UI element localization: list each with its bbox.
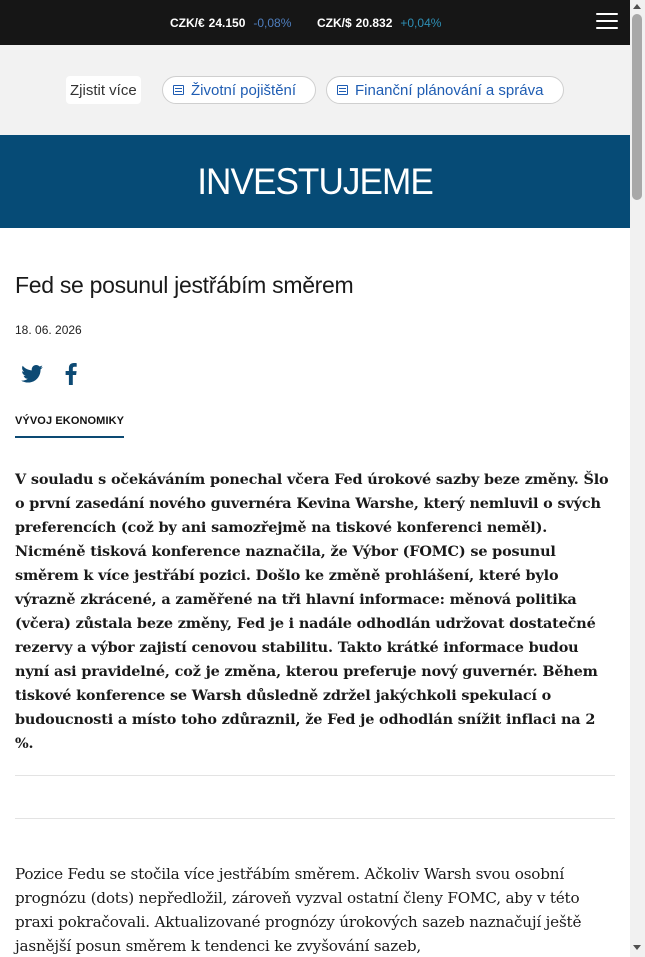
chip-life-insurance-label: Životní pojištění [191, 81, 297, 99]
scrollbar-thumb[interactable] [632, 14, 642, 200]
ticker-czk-eur[interactable] [170, 0, 291, 45]
section-banner[interactable] [0, 135, 630, 228]
chip-financial-planning[interactable] [326, 76, 564, 104]
article-category-link[interactable]: VÝVOJ EKONOMIKY [15, 415, 124, 438]
document-icon [337, 85, 348, 95]
divider [15, 775, 615, 776]
hamburger-menu-icon[interactable] [596, 13, 618, 31]
divider [15, 818, 615, 819]
ticker-eur-label: CZK/€ [170, 15, 205, 30]
ticker-usd-change: +0,04% [400, 15, 442, 30]
article [0, 272, 630, 957]
learn-more-label: Zjistit více [66, 76, 141, 104]
ticker-eur-value: 24.150 [208, 15, 246, 30]
scroll-down-arrow-icon[interactable] [633, 945, 641, 950]
topic-chips-area [0, 45, 630, 135]
ticker-usd-label: CZK/$ [317, 15, 352, 30]
vertical-scrollbar[interactable] [630, 0, 645, 957]
facebook-icon[interactable] [65, 363, 77, 385]
banner-title: INVESTUJEME [197, 160, 433, 202]
article-date: 18. 06. 2026 [15, 323, 82, 337]
ticker-usd-value: 20.832 [355, 15, 393, 30]
article-lead: V souladu s očekáváním ponechal včera Fed úrokové sazby beze změny. Šlo o první zasedání nového guvernéra Kevina Warshe, který nemluvil o svých preferencích (což by ani samozřejmě na tiskové konferenci neměl). Nicméně tisková konference naznačila, že Výbor (FOMC) se posunul směrem k více jestřábí pozici. Došlo ke změně prohlášení, které bylo výrazně zkrácené, a zaměřené na tři hlavní informace: měnová politika (včera) zůstala beze změny, Fed je i nadále odhodlán udržovat dostatečné rezervy a výbor zajistí cenovou stabilitu. Takto krátké informace budou nyní asi pravidelné, což je změna, kterou preferuje nový guvernér. Během tiskové konference se Warsh důsledně zdržel jakýchkoli spekulací o budoucnosti a místo toho zdůraznil, že Fed je odhodlán snížit inflaci na 2 %. [15, 471, 609, 752]
ticker-eur-change: -0,08% [253, 15, 292, 30]
chip-financial-planning-label: Finanční plánování a správa [355, 81, 544, 99]
share-buttons [15, 359, 615, 389]
scroll-up-arrow-icon[interactable] [633, 4, 641, 9]
currency-ticker-bar [0, 0, 630, 45]
article-paragraph: Pozice Fedu se stočila více jestřábím směrem. Ačkoliv Warsh svou osobní prognózu (dots) nepředložil, zároveň vyzval ostatní členy FOMC, aby v této praxi pokračovali. Aktualizované prognózy úrokových sazeb naznačují ještě jasnější posun směrem k tendenci ke zvyšování sazeb, [15, 865, 582, 955]
twitter-icon[interactable] [21, 365, 43, 383]
chip-life-insurance[interactable] [162, 76, 316, 104]
ticker-czk-usd[interactable] [317, 0, 441, 45]
article-headline: Fed se posunul jestřábím směrem [15, 272, 354, 298]
document-icon [173, 85, 184, 95]
